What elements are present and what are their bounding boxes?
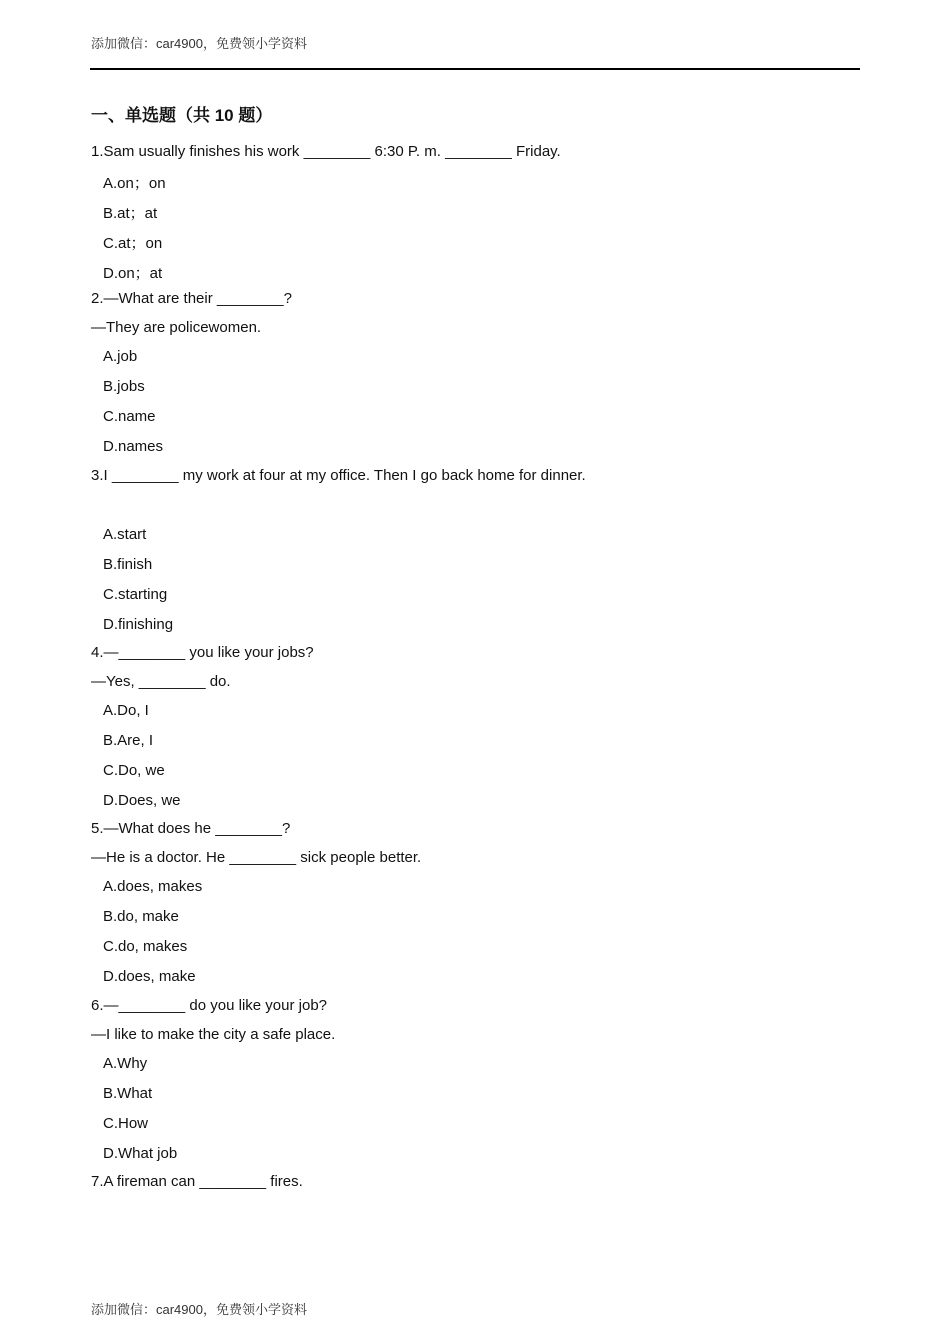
question-4-answer-line: —Yes, ________ do. <box>91 673 231 690</box>
question-1-option-c: C.at；on <box>103 235 163 252</box>
question-1-option-d: D.on；at <box>103 265 163 282</box>
question-3-option-c: C.starting <box>103 586 168 603</box>
question-2-option-d: D.names <box>103 438 164 455</box>
question-5-stem: 5.—What does he ________? <box>91 820 291 837</box>
question-4-stem: 4.—________ you like your jobs? <box>91 644 314 661</box>
question-4-option-d: D.Does, we <box>103 792 181 809</box>
question-3-option-b: B.finish <box>103 556 153 573</box>
question-2-stem: 2.—What are their ________? <box>91 290 292 307</box>
question-6-stem: 6.—________ do you like your job? <box>91 997 328 1014</box>
question-2-answer-line: —They are policewomen. <box>91 319 262 336</box>
question-6-option-b: B.What <box>103 1085 153 1102</box>
question-4-option-a: A.Do, I <box>103 702 149 719</box>
question-4-option-b: B.Are, I <box>103 732 154 749</box>
question-3-option-a: A.start <box>103 526 147 543</box>
question-4-option-c: C.Do, we <box>103 762 165 779</box>
question-1-option-a: A.on；on <box>103 175 166 192</box>
section-title: 一、单选题（共 10 题） <box>91 106 273 125</box>
question-2-option-c: C.name <box>103 408 156 425</box>
question-1-option-b: B.at；at <box>103 205 158 222</box>
question-2-option-b: B.jobs <box>103 378 145 395</box>
question-6-answer-line: —I like to make the city a safe place. <box>91 1026 336 1043</box>
question-5-option-b: B.do, make <box>103 908 179 925</box>
question-5-option-c: C.do, makes <box>103 938 188 955</box>
question-5-option-d: D.does, make <box>103 968 196 985</box>
question-3-stem: 3.I ________ my work at four at my office. Then I go back home for dinner. <box>91 467 586 484</box>
footer-note: 添加微信：car4900，免费领小学资料 <box>91 1302 307 1317</box>
header-note: 添加微信：car4900，免费领小学资料 <box>91 36 307 51</box>
header-divider <box>90 68 860 70</box>
question-6-option-c: C.How <box>103 1115 149 1132</box>
question-2-option-a: A.job <box>103 348 138 365</box>
question-7-stem: 7.A fireman can ________ fires. <box>91 1173 303 1190</box>
question-5-answer-line: —He is a doctor. He ________ sick people better. <box>91 849 422 866</box>
question-1-stem: 1.Sam usually finishes his work ________ 6:30 P. m. ________ Friday. <box>91 143 561 160</box>
question-6-option-a: A.Why <box>103 1055 148 1072</box>
question-3-option-d: D.finishing <box>103 616 174 633</box>
question-6-option-d: D.What job <box>103 1145 178 1162</box>
question-5-option-a: A.does, makes <box>103 878 203 895</box>
